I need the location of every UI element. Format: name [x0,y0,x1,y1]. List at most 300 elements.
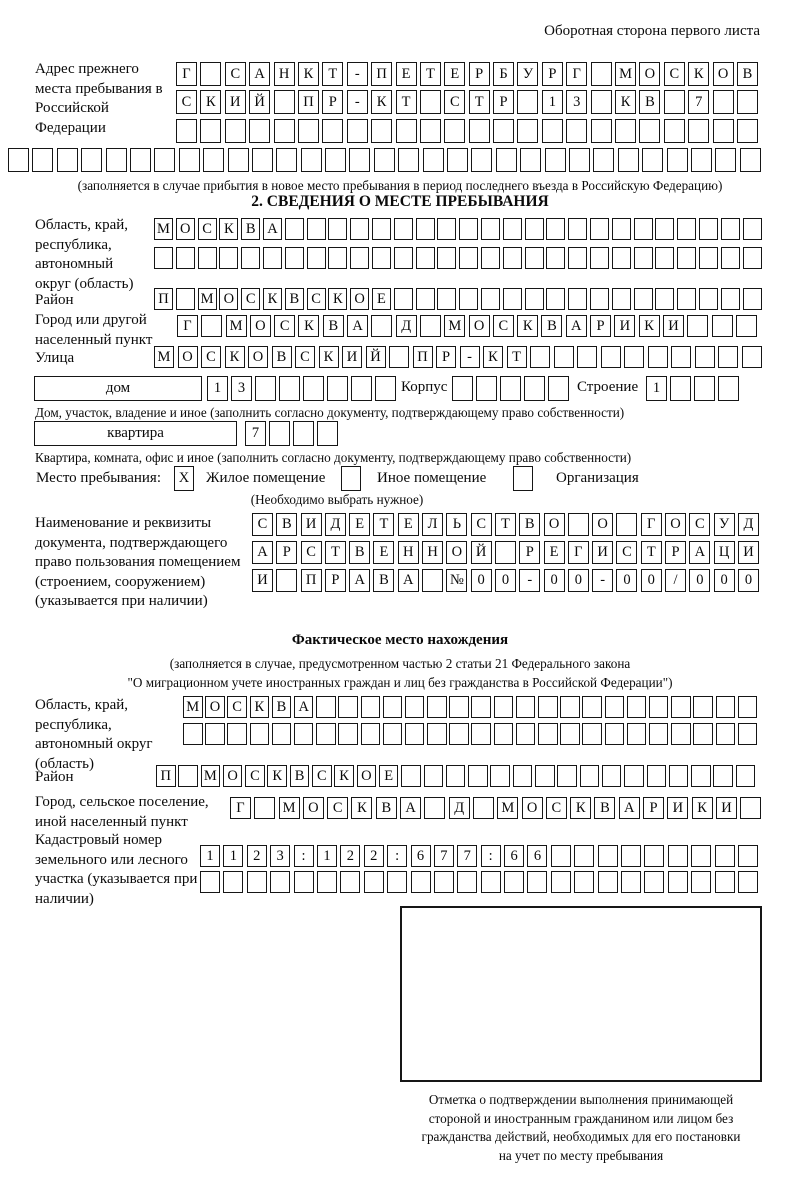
char-box[interactable] [255,376,276,401]
char-box[interactable]: А [263,218,282,240]
char-box[interactable] [715,148,736,172]
char-box[interactable]: 7 [457,845,477,867]
char-box[interactable] [176,288,195,310]
char-box[interactable] [176,119,197,143]
char-box[interactable]: С [295,346,315,368]
char-box[interactable] [317,871,337,893]
char-box[interactable] [496,148,517,172]
char-box[interactable] [437,218,456,240]
char-box[interactable] [554,346,574,368]
char-box[interactable]: М [183,696,203,718]
char-box[interactable] [612,218,631,240]
char-box[interactable]: 0 [738,569,759,592]
char-box[interactable]: В [285,288,304,310]
char-box[interactable]: К [517,315,538,337]
char-box[interactable]: Р [665,541,686,564]
char-box[interactable] [688,119,709,143]
char-box[interactable] [542,119,563,143]
char-box[interactable] [307,218,326,240]
char-box[interactable] [590,288,609,310]
char-box[interactable]: К [639,315,660,337]
char-box[interactable] [538,723,558,745]
char-box[interactable]: 7 [245,421,266,446]
char-box[interactable] [328,218,347,240]
char-box[interactable]: Т [373,513,394,536]
char-box[interactable] [649,723,669,745]
char-box[interactable] [416,247,435,269]
char-box[interactable] [383,696,403,718]
char-box[interactable] [201,315,222,337]
char-box[interactable]: - [347,62,368,86]
char-box[interactable] [471,148,492,172]
char-box[interactable] [361,723,381,745]
char-box[interactable] [691,765,711,787]
char-box[interactable]: А [294,696,314,718]
char-box[interactable]: А [398,569,419,592]
char-box[interactable] [671,723,691,745]
char-box[interactable]: С [198,218,217,240]
char-box[interactable] [591,62,612,86]
char-box[interactable] [183,723,203,745]
char-box[interactable]: К [351,797,372,819]
char-box[interactable] [401,765,421,787]
char-box[interactable] [434,871,454,893]
char-box[interactable]: И [667,797,688,819]
char-box[interactable]: Т [325,541,346,564]
char-box[interactable]: С [176,90,197,114]
char-box[interactable]: А [689,541,710,564]
char-box[interactable] [527,871,547,893]
char-box[interactable]: М [201,765,221,787]
char-box[interactable]: К [483,346,503,368]
char-box[interactable]: 1 [542,90,563,114]
char-box[interactable] [582,723,602,745]
char-box[interactable] [154,247,173,269]
char-box[interactable]: - [592,569,613,592]
char-box[interactable] [612,288,631,310]
char-box[interactable] [293,421,314,446]
char-box[interactable] [546,218,565,240]
char-box[interactable] [274,90,295,114]
char-box[interactable] [716,723,736,745]
char-box[interactable]: С [546,797,567,819]
char-box[interactable] [605,723,625,745]
char-box[interactable] [616,513,637,536]
char-box[interactable] [347,119,368,143]
char-box[interactable] [649,696,669,718]
char-box[interactable] [338,723,358,745]
char-box[interactable]: О [639,62,660,86]
char-box[interactable] [718,346,738,368]
char-box[interactable] [449,723,469,745]
char-box[interactable]: К [219,218,238,240]
char-box[interactable]: В [519,513,540,536]
char-box[interactable]: Б [493,62,514,86]
char-box[interactable] [294,871,314,893]
char-box[interactable] [693,696,713,718]
char-box[interactable]: С [689,513,710,536]
char-box[interactable]: Р [590,315,611,337]
char-box[interactable] [225,119,246,143]
char-box[interactable] [524,376,545,401]
char-box[interactable]: В [241,218,260,240]
char-box[interactable]: А [619,797,640,819]
char-box[interactable] [383,723,403,745]
char-box[interactable] [437,288,456,310]
char-box[interactable]: П [156,765,176,787]
char-box[interactable] [668,871,688,893]
char-box[interactable] [459,247,478,269]
char-box[interactable] [223,871,243,893]
char-box[interactable]: Е [444,62,465,86]
char-box[interactable]: М [154,346,174,368]
char-box[interactable] [566,119,587,143]
char-box[interactable] [513,765,533,787]
char-box[interactable] [677,288,696,310]
char-box[interactable] [655,218,674,240]
char-box[interactable]: Р [542,62,563,86]
char-box[interactable] [738,723,758,745]
char-box[interactable] [677,218,696,240]
char-box[interactable] [721,288,740,310]
char-box[interactable]: В [541,315,562,337]
char-box[interactable] [394,218,413,240]
char-box[interactable] [327,376,348,401]
char-box[interactable] [340,871,360,893]
char-box[interactable]: Ь [446,513,467,536]
char-box[interactable]: 0 [544,569,565,592]
char-box[interactable]: М [154,218,173,240]
char-box[interactable]: Р [469,62,490,86]
char-box[interactable] [590,247,609,269]
char-box[interactable] [200,871,220,893]
char-box[interactable]: Р [322,90,343,114]
char-box[interactable] [459,218,478,240]
char-box[interactable] [276,569,297,592]
char-box[interactable]: К [298,315,319,337]
char-box[interactable] [738,845,758,867]
char-box[interactable]: 3 [270,845,290,867]
char-box[interactable]: О [248,346,268,368]
char-box[interactable]: 0 [471,569,492,592]
char-box[interactable] [420,119,441,143]
char-box[interactable]: Т [420,62,441,86]
char-box[interactable]: К [371,90,392,114]
char-box[interactable]: 0 [568,569,589,592]
char-box[interactable] [8,148,29,172]
char-box[interactable]: А [249,62,270,86]
char-box[interactable]: И [225,90,246,114]
char-box[interactable]: Н [274,62,295,86]
char-box[interactable] [580,765,600,787]
char-box[interactable] [228,148,249,172]
char-box[interactable]: К [688,62,709,86]
char-box[interactable]: Е [372,288,391,310]
char-box[interactable]: О [544,513,565,536]
char-box[interactable] [328,247,347,269]
char-box[interactable] [644,871,664,893]
char-box[interactable] [422,569,443,592]
char-box[interactable]: Г [566,62,587,86]
char-box[interactable]: С [241,288,260,310]
char-box[interactable] [737,90,758,114]
char-box[interactable] [106,148,127,172]
char-box[interactable] [57,148,78,172]
char-box[interactable] [495,541,516,564]
char-box[interactable] [493,119,514,143]
char-box[interactable] [590,218,609,240]
char-box[interactable] [664,90,685,114]
char-box[interactable]: В [272,696,292,718]
char-box[interactable]: О [250,315,271,337]
char-box[interactable] [669,765,689,787]
char-box[interactable] [322,119,343,143]
char-box[interactable]: Н [422,541,443,564]
char-box[interactable]: 7 [688,90,709,114]
char-box[interactable]: И [614,315,635,337]
char-box[interactable] [627,696,647,718]
char-box[interactable]: П [371,62,392,86]
char-box[interactable] [712,315,733,337]
char-box[interactable] [691,871,711,893]
char-box[interactable]: К [298,62,319,86]
char-box[interactable]: 7 [434,845,454,867]
char-box[interactable]: А [252,541,273,564]
char-box[interactable]: Р [519,541,540,564]
char-box[interactable] [471,723,491,745]
char-box[interactable]: О [176,218,195,240]
char-box[interactable]: О [357,765,377,787]
char-box[interactable] [316,723,336,745]
char-box[interactable] [560,723,580,745]
char-box[interactable] [263,247,282,269]
char-box[interactable]: Е [396,62,417,86]
char-box[interactable] [468,765,488,787]
char-box[interactable] [569,148,590,172]
char-box[interactable] [294,723,314,745]
char-box[interactable] [389,346,409,368]
char-box[interactable] [303,376,324,401]
char-box[interactable] [372,247,391,269]
char-box[interactable] [476,376,497,401]
char-box[interactable] [449,696,469,718]
char-box[interactable] [176,247,195,269]
char-box[interactable]: Д [738,513,759,536]
char-box[interactable]: И [342,346,362,368]
char-box[interactable]: : [481,845,501,867]
char-box[interactable] [568,218,587,240]
char-box[interactable]: № [446,569,467,592]
char-box[interactable]: Е [544,541,565,564]
char-box[interactable] [738,696,758,718]
char-box[interactable]: Е [373,541,394,564]
char-box[interactable]: 6 [411,845,431,867]
char-box[interactable] [427,723,447,745]
char-box[interactable] [504,871,524,893]
char-box[interactable]: Г [641,513,662,536]
char-box[interactable] [325,148,346,172]
char-box[interactable] [250,723,270,745]
char-box[interactable] [568,247,587,269]
char-box[interactable] [361,696,381,718]
char-box[interactable]: 2 [247,845,267,867]
char-box[interactable] [655,288,674,310]
char-box[interactable] [677,247,696,269]
char-box[interactable]: С [301,541,322,564]
char-box[interactable]: В [376,797,397,819]
char-box[interactable] [574,871,594,893]
char-box[interactable]: И [252,569,273,592]
char-box[interactable]: Р [325,569,346,592]
char-box[interactable]: Д [449,797,470,819]
char-box[interactable]: М [226,315,247,337]
char-box[interactable]: 6 [527,845,547,867]
char-box[interactable]: Т [507,346,527,368]
char-box[interactable]: Т [495,513,516,536]
char-box[interactable]: 6 [504,845,524,867]
char-box[interactable] [81,148,102,172]
char-box[interactable] [200,119,221,143]
char-box[interactable] [481,247,500,269]
char-box[interactable] [516,696,536,718]
char-box[interactable] [721,218,740,240]
char-box[interactable] [247,871,267,893]
char-box[interactable] [670,376,691,401]
char-box[interactable] [621,845,641,867]
char-box[interactable] [205,723,225,745]
char-box[interactable] [667,148,688,172]
char-box[interactable] [664,119,685,143]
char-box[interactable] [568,288,587,310]
char-box[interactable] [219,247,238,269]
char-box[interactable]: О [350,288,369,310]
char-box[interactable] [249,119,270,143]
char-box[interactable]: М [279,797,300,819]
char-box[interactable] [699,218,718,240]
char-box[interactable]: 2 [340,845,360,867]
char-box[interactable] [473,797,494,819]
char-box[interactable] [694,376,715,401]
char-box[interactable] [668,845,688,867]
char-box[interactable] [396,119,417,143]
char-box[interactable] [612,247,631,269]
char-box[interactable] [642,148,663,172]
char-box[interactable] [307,247,326,269]
char-box[interactable]: П [154,288,173,310]
char-box[interactable]: Д [396,315,417,337]
char-box[interactable] [198,247,217,269]
char-box[interactable]: П [301,569,322,592]
char-box[interactable] [254,797,275,819]
char-box[interactable] [691,148,712,172]
char-box[interactable] [517,90,538,114]
char-box[interactable] [525,288,544,310]
char-box[interactable] [285,247,304,269]
char-box[interactable] [557,765,577,787]
char-box[interactable]: О [205,696,225,718]
char-box[interactable]: А [566,315,587,337]
char-box[interactable] [627,723,647,745]
char-box[interactable] [535,765,555,787]
char-box[interactable] [350,218,369,240]
char-box[interactable] [481,871,501,893]
char-box[interactable] [605,696,625,718]
char-box[interactable]: К [263,288,282,310]
char-box[interactable] [387,871,407,893]
char-box[interactable]: К [570,797,591,819]
char-box[interactable] [32,148,53,172]
char-box[interactable] [298,119,319,143]
char-box[interactable] [545,148,566,172]
char-box[interactable]: К [319,346,339,368]
char-box[interactable]: О [178,346,198,368]
char-box[interactable]: 1 [646,376,667,401]
char-box[interactable] [713,90,734,114]
char-box[interactable]: - [519,569,540,592]
char-box[interactable] [691,845,711,867]
char-box[interactable]: С [245,765,265,787]
char-box[interactable]: С [274,315,295,337]
char-box[interactable]: В [272,346,292,368]
char-box[interactable]: И [716,797,737,819]
char-box[interactable] [655,247,674,269]
char-box[interactable] [446,765,466,787]
char-box[interactable] [715,845,735,867]
char-box[interactable] [560,696,580,718]
char-box[interactable]: С [444,90,465,114]
char-box[interactable] [624,765,644,787]
char-box[interactable]: / [665,569,686,592]
char-box[interactable] [452,376,473,401]
char-box[interactable] [718,376,739,401]
char-box[interactable] [624,346,644,368]
char-box[interactable]: 1 [207,376,228,401]
char-box[interactable]: К [692,797,713,819]
char-box[interactable] [634,247,653,269]
char-box[interactable]: Т [322,62,343,86]
char-box[interactable]: 1 [200,845,220,867]
char-box[interactable] [503,247,522,269]
char-box[interactable] [503,288,522,310]
char-box[interactable] [742,346,762,368]
char-box[interactable] [618,148,639,172]
char-box[interactable] [371,119,392,143]
char-box[interactable] [716,696,736,718]
char-box[interactable] [671,346,691,368]
char-box[interactable] [715,871,735,893]
char-box[interactable] [338,696,358,718]
other-premises-checkbox[interactable] [341,466,361,491]
char-box[interactable]: Г [177,315,198,337]
char-box[interactable]: С [327,797,348,819]
char-box[interactable]: С [471,513,492,536]
char-box[interactable]: О [713,62,734,86]
char-box[interactable] [427,696,447,718]
char-box[interactable]: - [460,346,480,368]
char-box[interactable] [420,90,441,114]
char-box[interactable]: С [252,513,273,536]
char-box[interactable]: Т [396,90,417,114]
char-box[interactable]: С [493,315,514,337]
char-box[interactable]: К [267,765,287,787]
char-box[interactable] [469,119,490,143]
char-box[interactable]: М [198,288,217,310]
char-box[interactable] [713,119,734,143]
char-box[interactable]: Й [249,90,270,114]
char-box[interactable] [598,871,618,893]
char-box[interactable]: Е [349,513,370,536]
char-box[interactable] [634,218,653,240]
